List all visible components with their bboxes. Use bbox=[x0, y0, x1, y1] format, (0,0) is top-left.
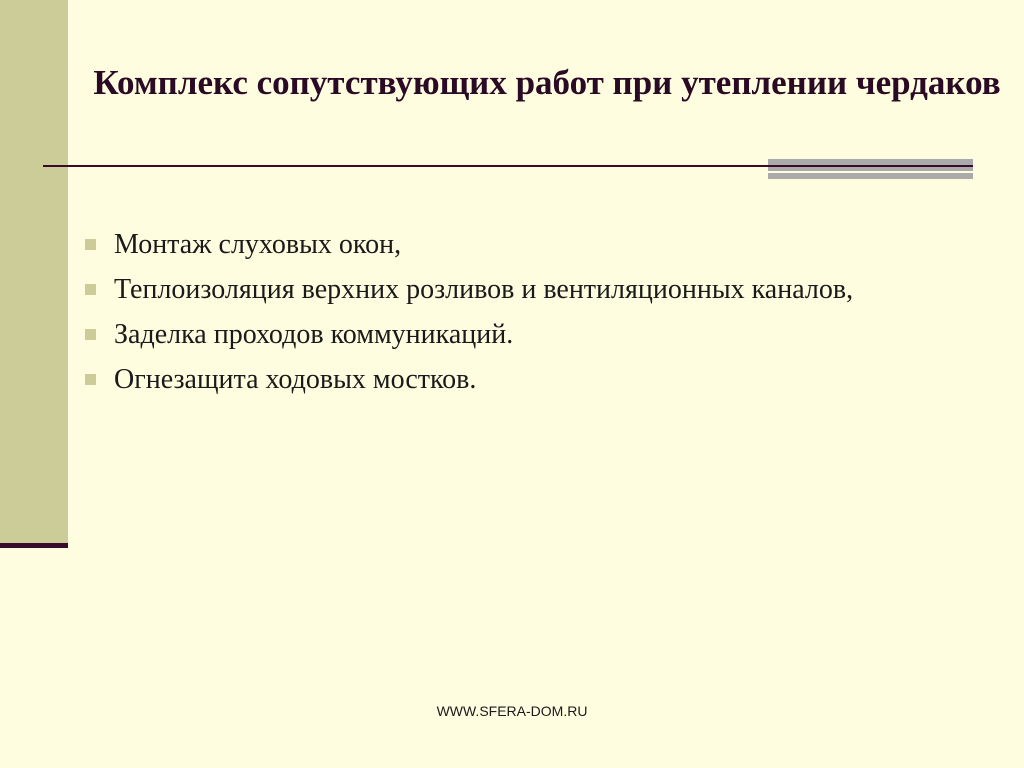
bullet-list bbox=[80, 228, 960, 408]
square-bullet-icon bbox=[85, 284, 96, 295]
left-band-underline bbox=[0, 543, 68, 548]
accent-stripes bbox=[768, 159, 973, 179]
bullet-item bbox=[80, 273, 960, 306]
accent-stripe bbox=[768, 159, 973, 165]
bullet-item bbox=[80, 318, 960, 351]
bullet-text: Теплоизоляция верхних розливов и вентиляционных каналов, bbox=[114, 274, 854, 305]
accent-stripe bbox=[768, 173, 973, 179]
square-bullet-icon bbox=[85, 374, 96, 385]
bullet-text: Монтаж слуховых окон, bbox=[114, 229, 402, 260]
slide-title: Комплекс сопутствующих работ при утеплении чердаков bbox=[93, 63, 1001, 102]
bullet-text: Огнезащита ходовых мостков. bbox=[114, 364, 477, 395]
square-bullet-icon bbox=[85, 329, 96, 340]
bullet-text: Заделка проходов коммуникаций. bbox=[114, 319, 514, 350]
left-side-band bbox=[0, 0, 68, 545]
square-bullet-icon bbox=[85, 239, 96, 250]
bullet-item bbox=[80, 363, 960, 396]
accent-stripe bbox=[768, 167, 973, 171]
bullet-item bbox=[80, 228, 960, 261]
footer-url: WWW.SFERA-DOM.RU bbox=[436, 703, 588, 719]
